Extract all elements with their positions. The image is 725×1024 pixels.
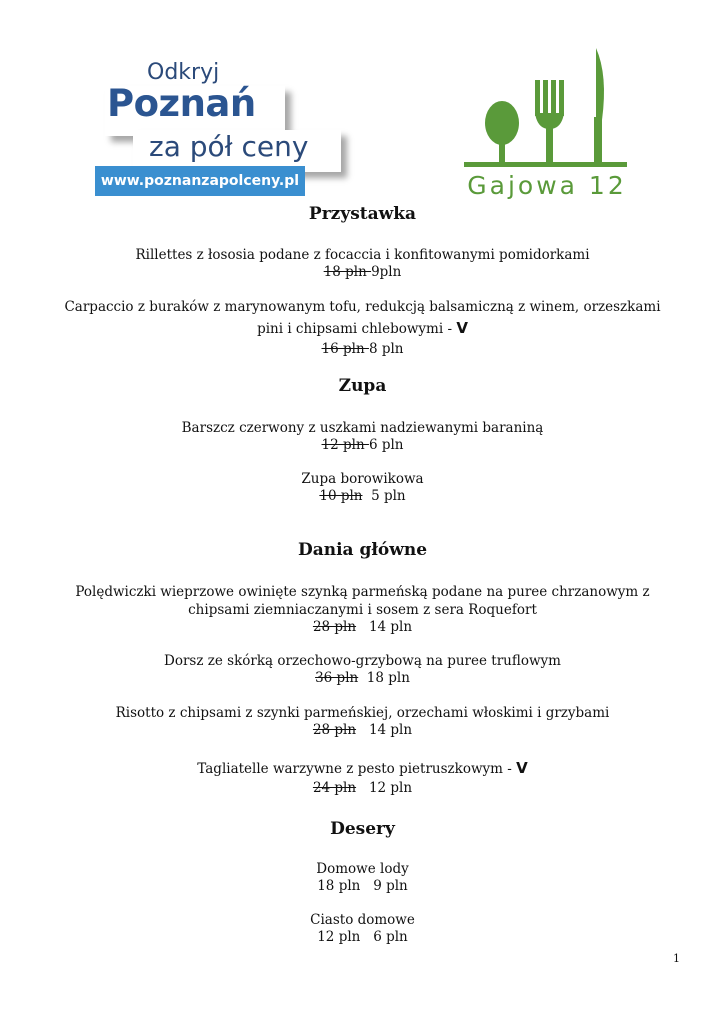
item-description: Rillettes z łososia podane z focaccia i konfitowanymi pomidorkami xyxy=(135,247,590,263)
logo-za-pol-ceny-text: za pół ceny xyxy=(149,130,309,163)
item-description: chipsami ziemniaczanymi i sosem z sera Roquefort xyxy=(188,602,537,618)
old-price: 24 pln xyxy=(312,780,357,796)
item-description: Risotto z chipsami z szynki parmeńskiej, orzechami włoskimi i grzybami xyxy=(115,705,610,721)
item-description: Tagliatelle warzywne z pesto pietruszkowym - V xyxy=(197,759,528,777)
new-price: 9 pln xyxy=(373,878,408,894)
item-price xyxy=(0,878,725,895)
item-description: Dorsz ze skórką orzechowo-grzybową na puree truflowym xyxy=(164,653,561,669)
old-price: 28 pln xyxy=(312,619,357,635)
old-price: 18 pln xyxy=(317,878,361,894)
item-description: pini i chipsami chlebowymi - V xyxy=(257,319,468,337)
item-description: Domowe lody xyxy=(316,861,409,877)
new-price: 14 pln xyxy=(368,722,413,738)
new-price: 6 pln xyxy=(368,437,404,453)
odkryj-poznan-logo xyxy=(95,60,345,200)
item-price xyxy=(0,264,725,281)
new-price: 5 pln xyxy=(371,488,406,504)
item-price xyxy=(0,341,725,358)
page-number: 1 xyxy=(673,952,680,965)
new-price: 6 pln xyxy=(373,929,408,945)
new-price: 18 pln xyxy=(366,670,410,686)
logo-odkryj-text: Odkryj xyxy=(147,60,220,85)
item-description: Barszcz czerwony z uszkami nadziewanymi baraniną xyxy=(181,420,544,436)
logo-poznan-text: Poznań xyxy=(107,82,256,125)
item-price xyxy=(0,780,725,797)
item-description: Polędwiczki wieprzowe owinięte szynką parmeńską podane na puree chrzanowym z xyxy=(75,584,650,600)
old-price: 16 pln xyxy=(321,341,369,357)
logo-gajowa-text: Gajowa 12 xyxy=(467,171,627,200)
new-price: 9pln xyxy=(371,264,402,280)
old-price: 10 pln xyxy=(319,488,363,504)
item-price xyxy=(0,488,725,505)
old-price: 12 pln xyxy=(317,929,361,945)
vegetarian-mark: V xyxy=(456,319,468,337)
new-price: 14 pln xyxy=(368,619,413,635)
item-description: Zupa borowikowa xyxy=(301,471,424,487)
item-price xyxy=(0,670,725,687)
new-price: 8 pln xyxy=(368,341,404,357)
gajowa-logo xyxy=(462,45,632,205)
section-title-przystawka: Przystawka xyxy=(308,204,417,224)
vegetarian-mark: V xyxy=(516,759,528,777)
old-price: 36 pln xyxy=(315,670,359,686)
old-price: 28 pln xyxy=(312,722,357,738)
item-price xyxy=(0,619,725,636)
item-description: Carpaccio z buraków z marynowanym tofu, redukcją balsamiczną z winem, orzeszkami xyxy=(64,299,661,315)
item-price xyxy=(0,437,725,454)
old-price: 18 pln xyxy=(323,264,372,280)
item-price xyxy=(0,722,725,739)
section-title-desery: Desery xyxy=(330,819,395,839)
section-title-dania-glowne: Dania główne xyxy=(297,540,428,560)
item-price xyxy=(0,929,725,946)
section-title-zupa: Zupa xyxy=(338,376,387,396)
logo-url-bar: www.poznanzapolceny.pl xyxy=(95,166,305,196)
old-price: 12 pln xyxy=(321,437,369,453)
item-description: Ciasto domowe xyxy=(310,912,415,928)
new-price: 12 pln xyxy=(368,780,413,796)
cutlery-icon xyxy=(462,45,632,170)
